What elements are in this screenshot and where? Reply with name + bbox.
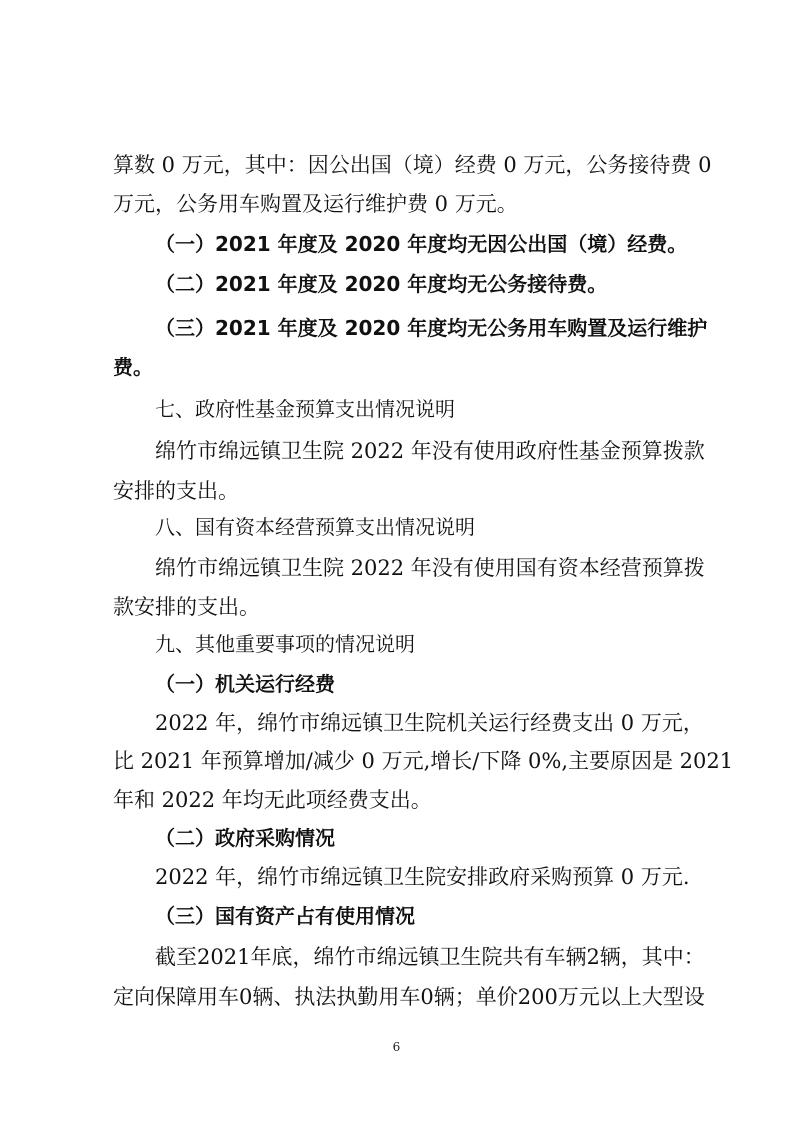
subsection-heading: （二）政府采购情况 xyxy=(155,826,335,850)
section-heading: 九、其他重要事项的情况说明 xyxy=(155,632,415,656)
paragraph-line: 年和 2022 年均无此项经费支出。 xyxy=(113,788,432,812)
paragraph-line: 2022 年，绵竹市绵远镇卫生院机关运行经费支出 0 万元， xyxy=(155,711,704,735)
section-heading: 七、政府性基金预算支出情况说明 xyxy=(155,397,455,421)
page-number: 6 xyxy=(392,1040,401,1054)
paragraph-line: 绵竹市绵远镇卫生院 2022 年没有使用政府性基金预算拨款 xyxy=(155,439,705,463)
paragraph-line: 截至2021年底，绵竹市绵远镇卫生院共有车辆2辆，其中： xyxy=(155,945,705,969)
paragraph-line: 万元，公务用车购置及运行维护费 0 万元。 xyxy=(113,192,518,216)
subsection-heading: （一）机关运行经费 xyxy=(155,672,335,696)
subsection-heading: （二）2021 年度及 2020 年度均无公务接待费。 xyxy=(155,272,608,296)
section-heading: 八、国有资本经营预算支出情况说明 xyxy=(155,515,475,539)
subsection-heading: （三）国有资产占有使用情况 xyxy=(155,904,415,928)
paragraph-line: 安排的支出。 xyxy=(113,479,239,503)
subsection-heading: （三）2021 年度及 2020 年度均无公务用车购置及运行维护 xyxy=(155,316,708,340)
paragraph-line: 定向保障用车0辆、执法执勤用车0辆；单价200万元以上大型设 xyxy=(113,985,705,1009)
paragraph-line: 比 2021 年预算增加/减少 0 万元,增长/下降 0%,主要原因是 2021 xyxy=(113,749,734,773)
subsection-heading: （一）2021 年度及 2020 年度均无因公出国（境）经费。 xyxy=(155,232,688,256)
subsection-heading-cont: 费。 xyxy=(113,355,153,379)
paragraph-line: 2022 年，绵竹市绵远镇卫生院安排政府采购预算 0 万元. xyxy=(155,865,690,889)
paragraph-line: 款安排的支出。 xyxy=(113,595,260,619)
paragraph-line: 算数 0 万元，其中：因公出国（境）经费 0 万元，公务接待费 0 xyxy=(113,153,712,177)
paragraph-line: 绵竹市绵远镇卫生院 2022 年没有使用国有资本经营预算拨 xyxy=(155,556,705,580)
